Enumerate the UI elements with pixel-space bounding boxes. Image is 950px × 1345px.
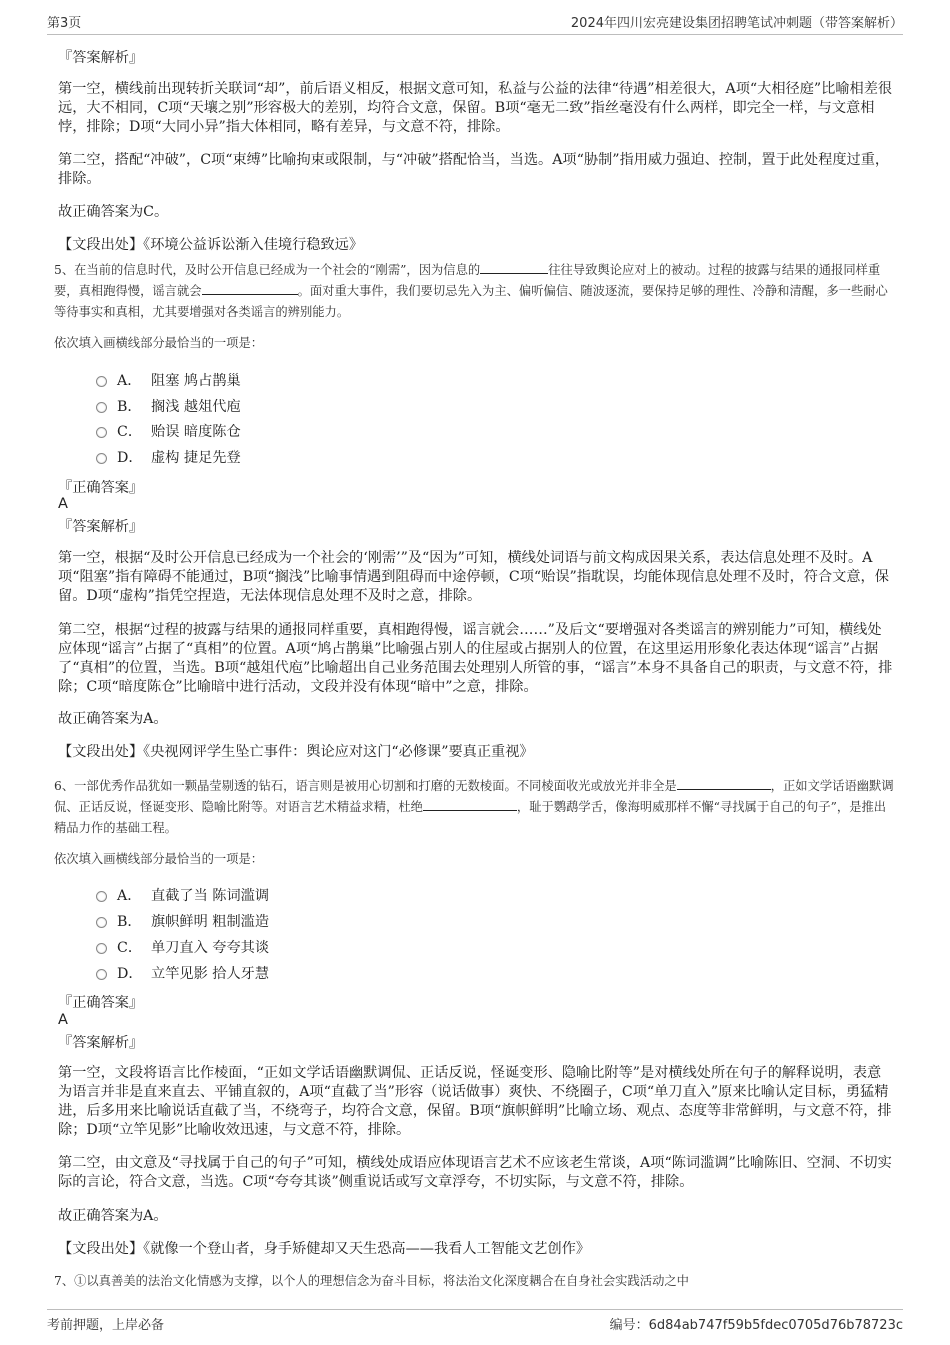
q6-stem-part2: ，正如文学话语幽默调侃、正话反说，怪诞变形、隐喻比附等。对语言艺术精益求精，杜绝 [54,779,894,814]
q5-analysis-p2: 第二空，根据“过程的披露与结果的通报同样重要，真相跑得慢，谣言就会……”及后文“要增强对各类谣言的辨别能力”可知，横线处应体现“谣言”占据了“真相”的位置。A项“鸠占鹊巢”比喻强占别人的住屋或占据别人的位置，在这里运用形象化表达体现“谣言”占据了“真相”的位置，当选。B项“越俎代庖”比喻超出自己业务范围去处理别人所管的事，“谣言”本身不具备自己的职责，与文意不符，排除；C项“暗度陈仓”比喻暗中进行活动，文段并没有体现“暗中”之意，排除。 [58,622,893,695]
q5-blank-1 [480,261,548,274]
q5-stem [54,260,896,323]
q6-stem [54,776,896,839]
radio-button[interactable] [96,402,107,413]
q5-stem-part1: 5、在当前的信息时代，及时公开信息已经成为一个社会的“刚需”，因为信息的 [54,263,481,277]
radio-button[interactable] [96,453,107,464]
q6-conclusion: 故正确答案为A。 [58,1208,168,1224]
q5-source-title: 《央视网评学生坠亡事件：舆论应对这门“必修课”要真正重视》 [143,744,534,760]
q5-option-c[interactable]: C． 贻误 暗度陈仓 [96,422,241,442]
code-label: 编号： [609,1318,649,1333]
q6-option-c[interactable]: C． 单刀直入 夸夸其谈 [96,938,269,958]
q6-option-a[interactable]: A． 直截了当 陈词滥调 [96,886,269,906]
correct-answer-label: 『正确答案』 [58,480,144,496]
document-code [610,1314,903,1333]
q4-source [58,236,893,255]
source-tag: 【文段出处】 [58,237,144,253]
q6-stem-part1: 6、一部优秀作品犹如一颗晶莹剔透的钻石，语言则是被用心切割和打磨的无数棱面。不同棱面收光或放光并非全是 [54,779,677,793]
radio-button[interactable] [96,376,107,387]
q6-stem-part3: ，耻于鹦鹉学舌，像海明威那样不懈“寻找属于自己的句子”，是推出精品力作的基础工程。 [54,800,887,835]
q6-prompt: 依次填入画横线部分最恰当的一项是： [54,852,264,866]
q6-option-b[interactable]: B． 旗帜鲜明 粗制滥造 [96,912,269,932]
q6-answer: A [58,1012,68,1028]
radio-button[interactable] [96,427,107,438]
q5-stem-part3: 。面对重大事件，我们要切忌先入为主、偏听偏信、随波逐流，要保持足够的理性、冷静和清醒，多一些耐心等待事实和真相，尤其要增强对各类谣言的辨别能力。 [54,284,888,319]
q6-source [58,1240,893,1259]
q5-source [58,743,893,762]
q5-option-a[interactable]: A． 阻塞 鸠占鹊巢 [96,371,241,391]
document-title: 2024年四川宏亮建设集团招聘笔试冲刺题（带答案解析） [570,16,903,31]
page-number: 第3页 [47,16,82,31]
q4-analysis-p2: 第二空，搭配“冲破”，C项“束缚”比喻拘束或限制，与“冲破”搭配恰当，当选。A项“胁制”指用威力强迫、控制，置于此处程度过重，排除。 [58,152,890,187]
q6-blank-2 [423,798,517,811]
page-header [47,12,903,35]
q5-analysis-p1: 第一空，根据“及时公开信息已经成为一个社会的‘刚需’”及“因为”可知，横线处词语与前文构成因果关系，表达信息处理不及时。A项“阻塞”指有障碍不能通过，B项“搁浅”比喻事情遇到阻碍而中途停顿，C项“贻误”指耽误，均能体现信息处理不及时，符合文意，保留。D项“虚构”指凭空捏造，无法体现信息处理不及时之意，排除。 [58,550,889,604]
q6-source-title: 《就像一个登山者，身手矫健却又天生恐高——我看人工智能文艺创作》 [143,1241,591,1257]
page-footer [47,1309,903,1337]
q4-source-title: 《环境公益诉讼渐入佳境行稳致远》 [143,237,364,253]
q7-stem: 7、①以真善美的法治文化情感为支撑，以个人的理想信念为奋斗目标，将法治文化深度耦合在自身社会实践活动之中 [54,1274,689,1288]
footer-slogan: 考前押题，上岸必备 [47,1318,165,1333]
q5-prompt: 依次填入画横线部分最恰当的一项是： [54,336,264,350]
radio-button[interactable] [96,917,107,928]
q5-stem-part2: 往往导致舆论应对上的被动。过程的披露与结果的通报同样重要，真相跑得慢，谣言就会 [54,263,881,298]
radio-button[interactable] [96,943,107,954]
source-tag: 【文段出处】 [58,1241,144,1257]
radio-button[interactable] [96,891,107,902]
analysis-label: 『答案解析』 [58,50,144,66]
correct-answer-label: 『正确答案』 [58,995,144,1011]
analysis-label: 『答案解析』 [58,519,144,535]
source-tag: 【文段出处】 [58,744,144,760]
q5-option-b[interactable]: B． 搁浅 越俎代庖 [96,397,241,417]
q6-blank-1 [677,777,771,790]
q4-conclusion: 故正确答案为C。 [58,204,169,220]
q5-conclusion: 故正确答案为A。 [58,711,168,727]
q6-analysis-p2: 第二空，由文意及“寻找属于自己的句子”可知，横线处成语应体现语言艺术不应该老生常谈，A项“陈词滥调”比喻陈旧、空洞、不切实际的言论，符合文意，当选。C项“夸夸其谈”侧重说话或写文章浮夸，不切实际，与文意不符，排除。 [58,1155,892,1190]
q5-blank-2 [202,282,298,295]
q5-answer: A [58,496,68,512]
analysis-label: 『答案解析』 [58,1035,144,1051]
q6-analysis-p1: 第一空，文段将语言比作棱面，“正如文学话语幽默调侃、正话反说，怪诞变形、隐喻比附等”是对横线处所在句子的解释说明，表意为语言并非是直来直去、平铺直叙的，A项“直截了当”形容（说话做事）爽快、不绕圈子，C项“单刀直入”原来比喻认定目标，勇猛精进，后多用来比喻说话直截了当，不绕弯子，均符合文意，保留。B项“旗帜鲜明”比喻立场、观点、态度等非常鲜明，与文意不符，排除；D项“立竿见影”比喻收效迅速，与文意不符，排除。 [58,1065,892,1138]
radio-button[interactable] [96,969,107,980]
code-value: 6d84ab747f59b5fdec0705d76b78723c [648,1318,903,1333]
q5-option-d[interactable]: D． 虚构 捷足先登 [96,448,241,468]
q4-analysis-p1: 第一空，横线前出现转折关联词“却”，前后语义相反，根据文意可知，私益与公益的法律“待遇”相差很大，A项“大相径庭”比喻相差很远，大不相同，C项“天壤之别”形容极大的差别，均符合文意，保留。B项“毫无二致”指丝毫没有什么两样，即完全一样，与文意相悖，排除；D项“大同小异”指大体相同，略有差异，与文意不符，排除。 [58,81,893,135]
q6-option-d[interactable]: D． 立竿见影 拾人牙慧 [96,964,269,984]
